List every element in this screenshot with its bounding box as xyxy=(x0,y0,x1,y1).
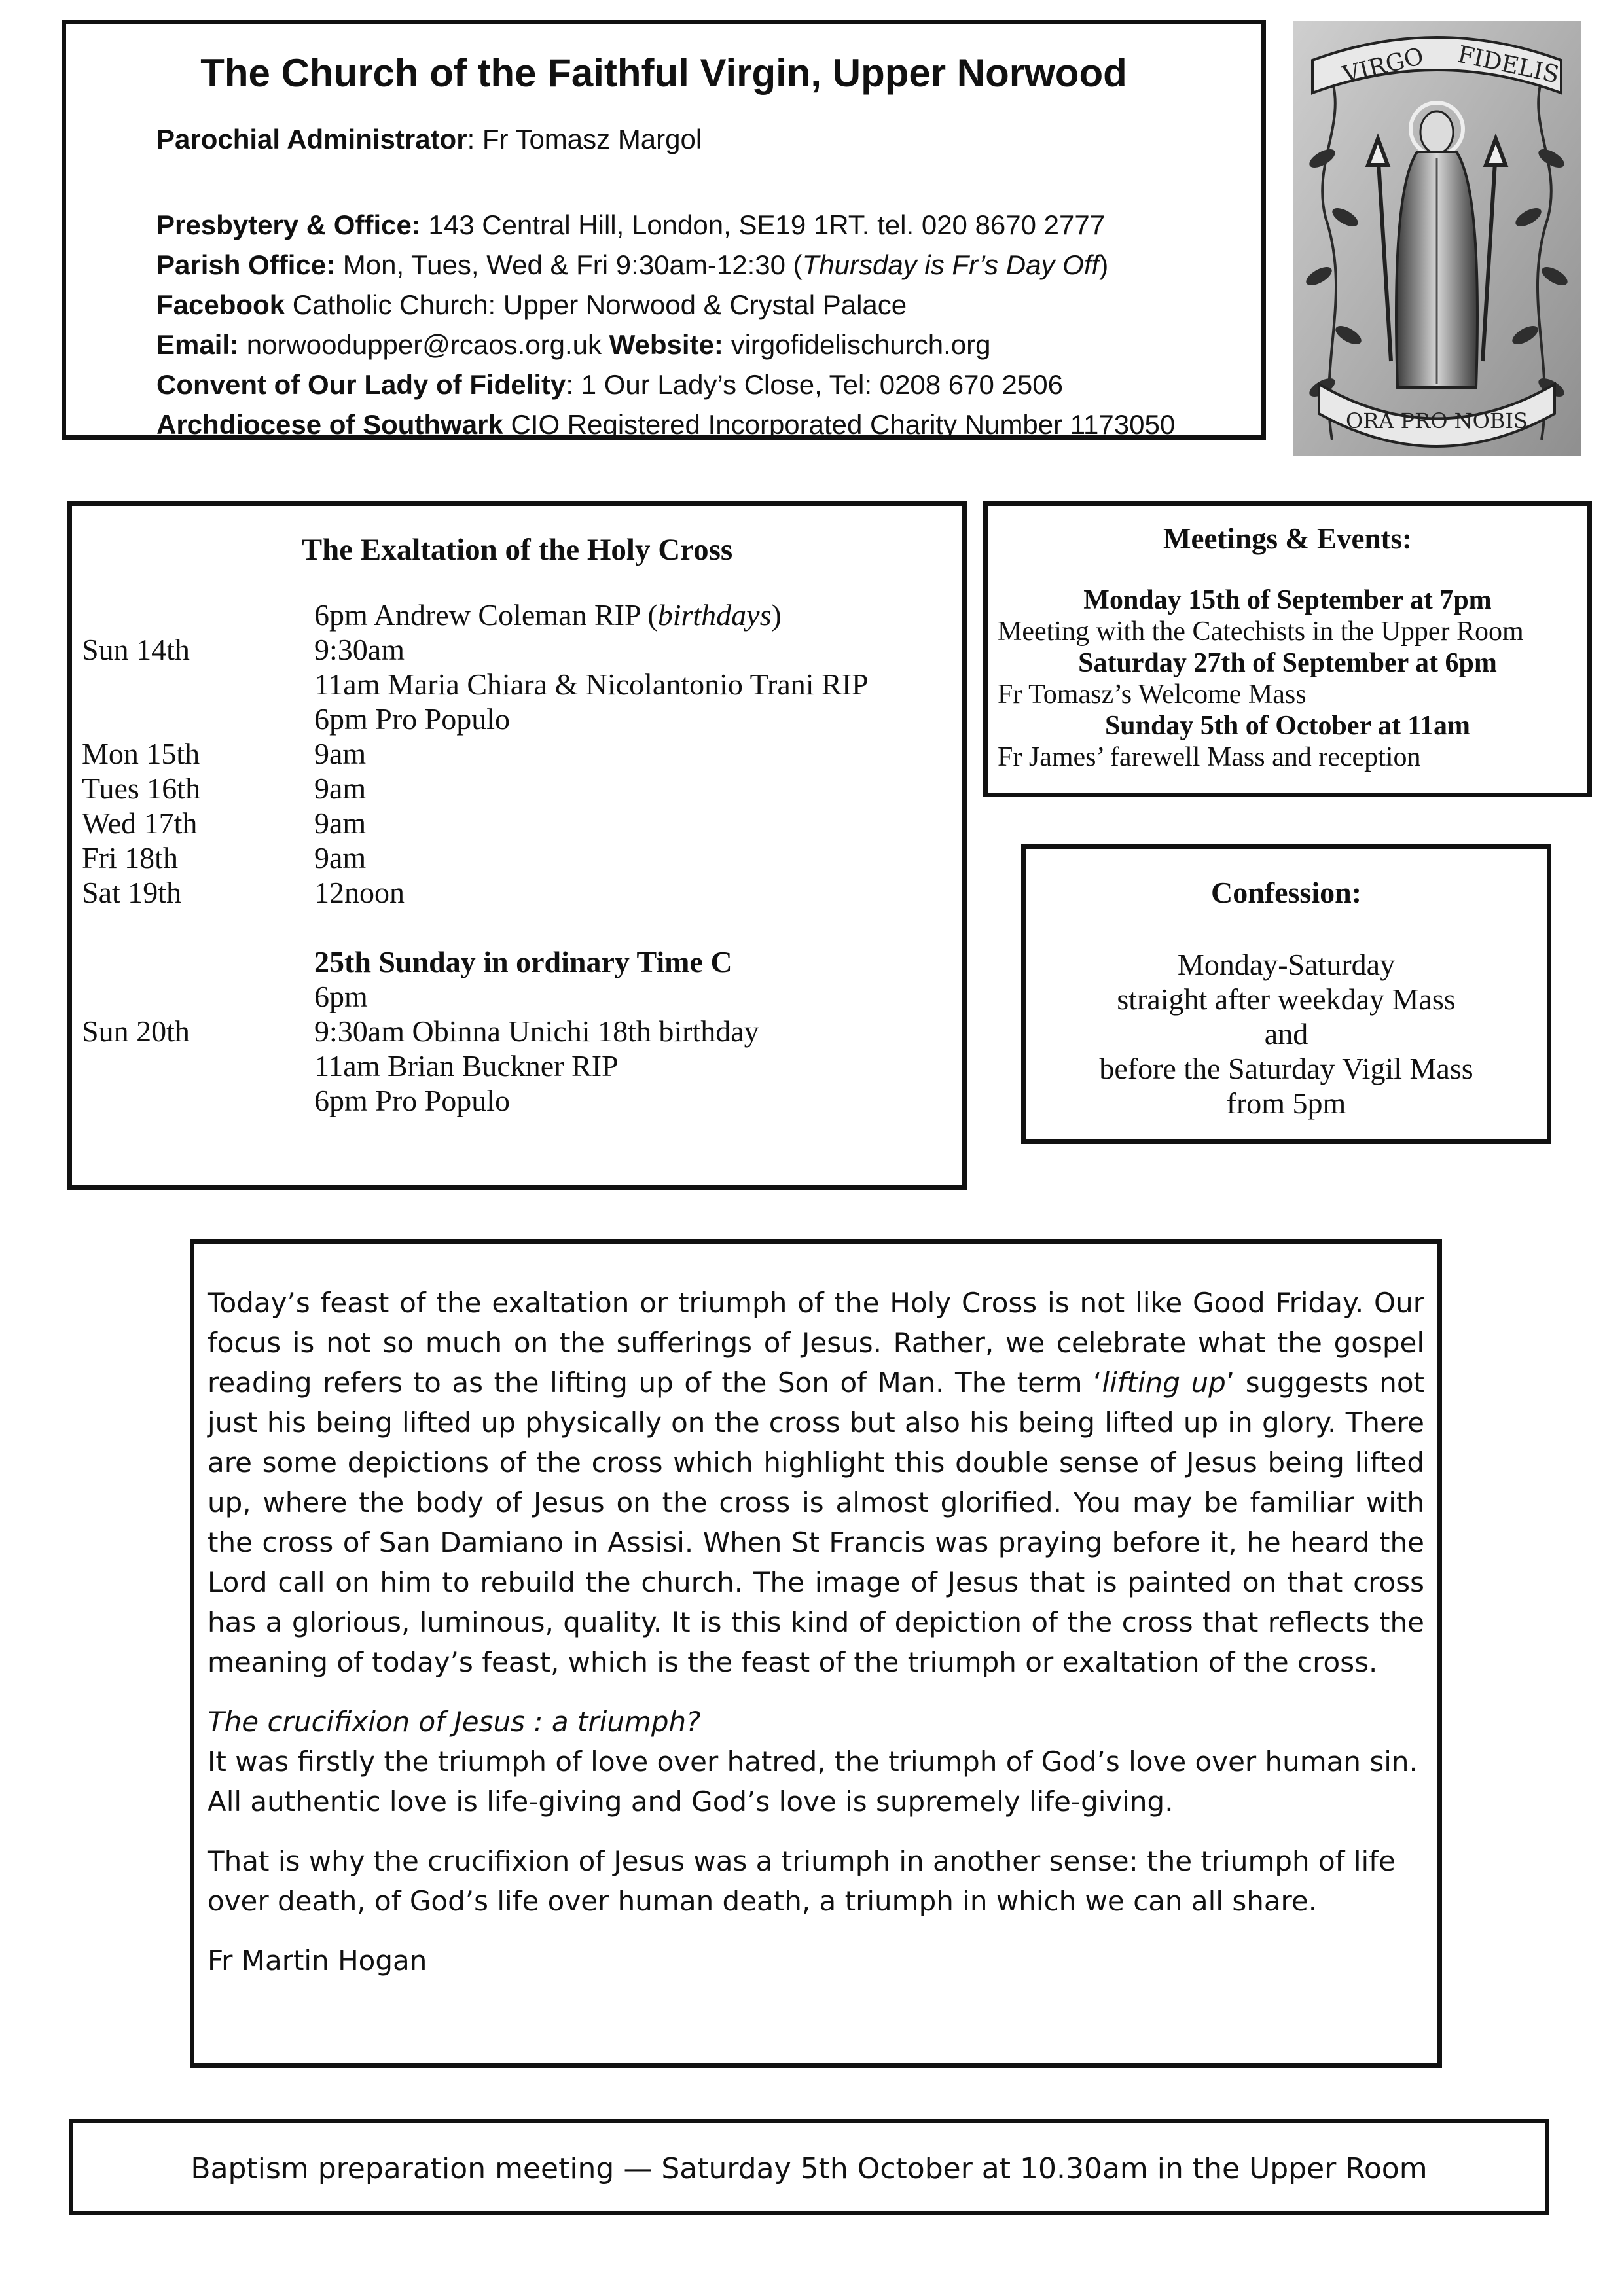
website-value[interactable]: virgofidelischurch.org xyxy=(723,329,991,360)
confession-line: and xyxy=(1264,1017,1308,1050)
mass-day: Tues 16th xyxy=(82,772,201,805)
banner-text-virgo: VIRGO xyxy=(1340,43,1427,89)
mass-time: 12noon xyxy=(314,876,405,909)
email-value[interactable]: norwoodupper@rcaos.org.uk xyxy=(239,329,609,360)
parish-office-label: Parish Office: xyxy=(156,249,336,280)
mass-time: 9:30am xyxy=(314,633,405,666)
event-date: Monday 15th of September at 7pm xyxy=(1083,585,1492,615)
virgin-mary-statue-image xyxy=(1293,21,1581,456)
event-description: Fr Tomasz’s Welcome Mass xyxy=(998,679,1307,709)
event-description: Fr James’ farewell Mass and reception xyxy=(998,742,1421,772)
facebook-line xyxy=(156,289,907,321)
mass-schedule-box xyxy=(67,501,967,1190)
confession-line: before the Saturday Vigil Mass xyxy=(1099,1052,1473,1085)
mass-time: 6pm Andrew Coleman RIP (birthdays) xyxy=(314,598,782,632)
confession-line: Monday-Saturday xyxy=(1177,948,1396,981)
reflection-paragraph: Today’s feast of the exaltation or triumph of the Holy Cross is not like Good Friday. Our focus is not so much on the sufferings of Jesus. Rather, we celebrate what the gospel reading refers to as the lifting up of the Son of Man. The term ‘lifting up’ suggests not just his being lifted up physically on the cross but also his being lifted up in glory. There are some depictions of the cross which highlight this double sense of Jesus being lifted up, where the body of Jesus on the cross is almost glorified. You may be familiar with the cross of San Damiano in Assisi. When St Francis was praying before it, he heard the Lord call on him to rebuild the church. The image of Jesus that is painted on that cross has a glorious, luminous, quality. It is this kind of depiction of the cross that reflects the meaning of today’s feast, which is the feast of the triumph or exaltation of the cross. xyxy=(208,1287,1425,1678)
reflection-line: It was firstly the triumph of love over hatred, the triumph of God’s love over human sin. xyxy=(208,1746,1418,1778)
administrator-line xyxy=(156,124,702,155)
convent-value: : 1 Our Lady’s Close, Tel: 0208 670 2506 xyxy=(566,369,1063,400)
reflection-signature: Fr Martin Hogan xyxy=(208,1945,427,1977)
mass-day: Sat 19th xyxy=(82,876,182,909)
mass-time: 9am xyxy=(314,841,367,874)
banner-text-ora-pro-nobis: ORA PRO NOBIS xyxy=(1346,408,1528,433)
presbytery-line xyxy=(156,209,1105,241)
confession-line: from 5pm xyxy=(1226,1086,1346,1120)
convent-line xyxy=(156,369,1063,401)
administrator-label: Parochial Administrator xyxy=(156,124,467,154)
banner-text-fidelis: FIDELIS xyxy=(1455,41,1562,89)
mass-time: 9:30am Obinna Unichi 18th birthday xyxy=(314,1014,759,1048)
meetings-events-box xyxy=(983,501,1592,797)
mass-day: Wed 17th xyxy=(82,806,198,840)
sunday-heading: 25th Sunday in ordinary Time C xyxy=(314,945,732,978)
website-label: Website: xyxy=(609,329,723,360)
administrator-value: : Fr Tomasz Margol xyxy=(467,124,702,154)
contact-line xyxy=(156,329,990,361)
presbytery-label: Presbytery & Office: xyxy=(156,209,421,240)
baptism-notice-text: Baptism preparation meeting — Saturday 5th October at 10.30am in the Upper Room xyxy=(190,2152,1428,2185)
mass-day: Sun 20th xyxy=(82,1014,190,1048)
mass-time: 11am Maria Chiara & Nicolantonio Trani RIP xyxy=(314,668,869,701)
mass-time: 9am xyxy=(314,737,367,770)
archdiocese-line xyxy=(156,409,1175,440)
event-date: Sunday 5th of October at 11am xyxy=(1104,711,1471,741)
archdiocese-label: Archdiocese of Southwark xyxy=(156,409,503,440)
convent-label: Convent of Our Lady of Fidelity xyxy=(156,369,566,400)
event-date: Saturday 27th of September at 6pm xyxy=(1078,648,1497,678)
mass-time: 11am Brian Buckner RIP xyxy=(314,1049,619,1083)
reflection-subtitle: The crucifixion of Jesus : a triumph? xyxy=(208,1706,701,1738)
reflection-box xyxy=(190,1239,1442,2068)
mass-day: Mon 15th xyxy=(82,737,200,770)
meetings-heading: Meetings & Events: xyxy=(1163,522,1412,555)
confession-box xyxy=(1021,844,1551,1144)
mass-schedule-heading: The Exaltation of the Holy Cross xyxy=(301,533,733,567)
confession-line: straight after weekday Mass xyxy=(1117,982,1456,1016)
parish-title: The Church of the Faithful Virgin, Upper Norwood xyxy=(200,51,1127,95)
parish-office-value: Mon, Tues, Wed & Fri 9:30am-12:30 ( xyxy=(335,249,803,280)
archdiocese-value: CIO Registered Incorporated Charity Number 1173050 xyxy=(503,409,1176,440)
baptism-notice-box xyxy=(69,2119,1549,2215)
mass-day: Fri 18th xyxy=(82,841,178,874)
parish-office-close: ) xyxy=(1099,249,1109,280)
parish-office-line xyxy=(156,249,1108,281)
event-description: Meeting with the Catechists in the Upper Room xyxy=(998,617,1524,647)
mass-day: Sun 14th xyxy=(82,633,190,666)
mass-time: 6pm xyxy=(314,980,368,1013)
parish-office-note: Thursday is Fr’s Day Off xyxy=(802,249,1100,280)
presbytery-value: 143 Central Hill, London, SE19 1RT. tel. 020 8670 2777 xyxy=(420,209,1106,240)
mass-time: 6pm Pro Populo xyxy=(314,1084,511,1117)
mass-time: 6pm Pro Populo xyxy=(314,702,511,736)
facebook-value: Catholic Church: Upper Norwood & Crystal Palace xyxy=(285,289,907,320)
facebook-label: Facebook xyxy=(156,289,285,320)
confession-heading: Confession: xyxy=(1210,876,1362,909)
reflection-line: All authentic love is life-giving and God’s love is supremely life-giving. xyxy=(208,1785,1174,1818)
parish-header xyxy=(62,20,1266,440)
reflection-paragraph: That is why the crucifixion of Jesus was a triumph in another sense: the triumph of life over death, of God’s life over human death, a triumph in which we can all share. xyxy=(208,1845,1396,1917)
email-label: Email: xyxy=(156,329,240,360)
mass-time: 9am xyxy=(314,772,367,805)
mass-time: 9am xyxy=(314,806,367,840)
